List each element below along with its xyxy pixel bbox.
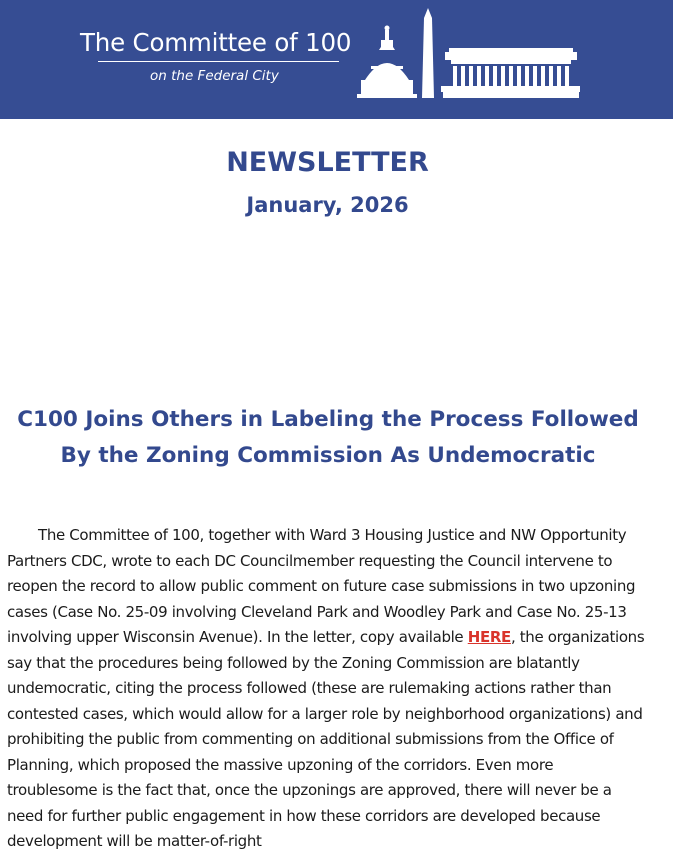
org-name: The Committee of 100 xyxy=(80,28,352,57)
article-body-part-2: , the organizations say that the procedures being followed by the Zoning Commission are blatantly undemocratic, citing the process followed (these are rulemaking actions rather than contested cases, which would allow for a larger role by neighborhood organizations) and prohibiting the public from commenting on additional submissions from the Office of Planning, which proposed the massive upzoning of the corridors. Even more troublesome is the fact that, once the upzonings are approved, there will never be a need for further public engagement in how these corridors are developed because development will be matter-of-right xyxy=(7,628,645,850)
article-body xyxy=(7,523,647,855)
dc-skyline-icon xyxy=(355,6,580,100)
org-subtitle: on the Federal City xyxy=(150,68,279,84)
newsletter-date: January, 2026 xyxy=(246,193,409,217)
article-body-part-1: The Committee of 100, together with Ward 3 Housing Justice and NW Opportunity Partners CDC, wrote to each DC Councilmember requesting the Council intervene to reopen the record to allow public comment on future case submissions in two upzoning cases (Case No. 25-09 involving Cleveland Park and Woodley Park and Case No. 25-13 involving upper Wisconsin Avenue). In the letter, copy available xyxy=(7,526,636,646)
newsletter-title: NEWSLETTER xyxy=(226,147,429,178)
letter-link[interactable]: HERE xyxy=(467,628,511,646)
header-banner xyxy=(0,0,673,119)
org-name-divider xyxy=(98,61,339,62)
article-headline: C100 Joins Others in Labeling the Process Followed By the Zoning Commission As Undemocratic xyxy=(17,407,639,468)
